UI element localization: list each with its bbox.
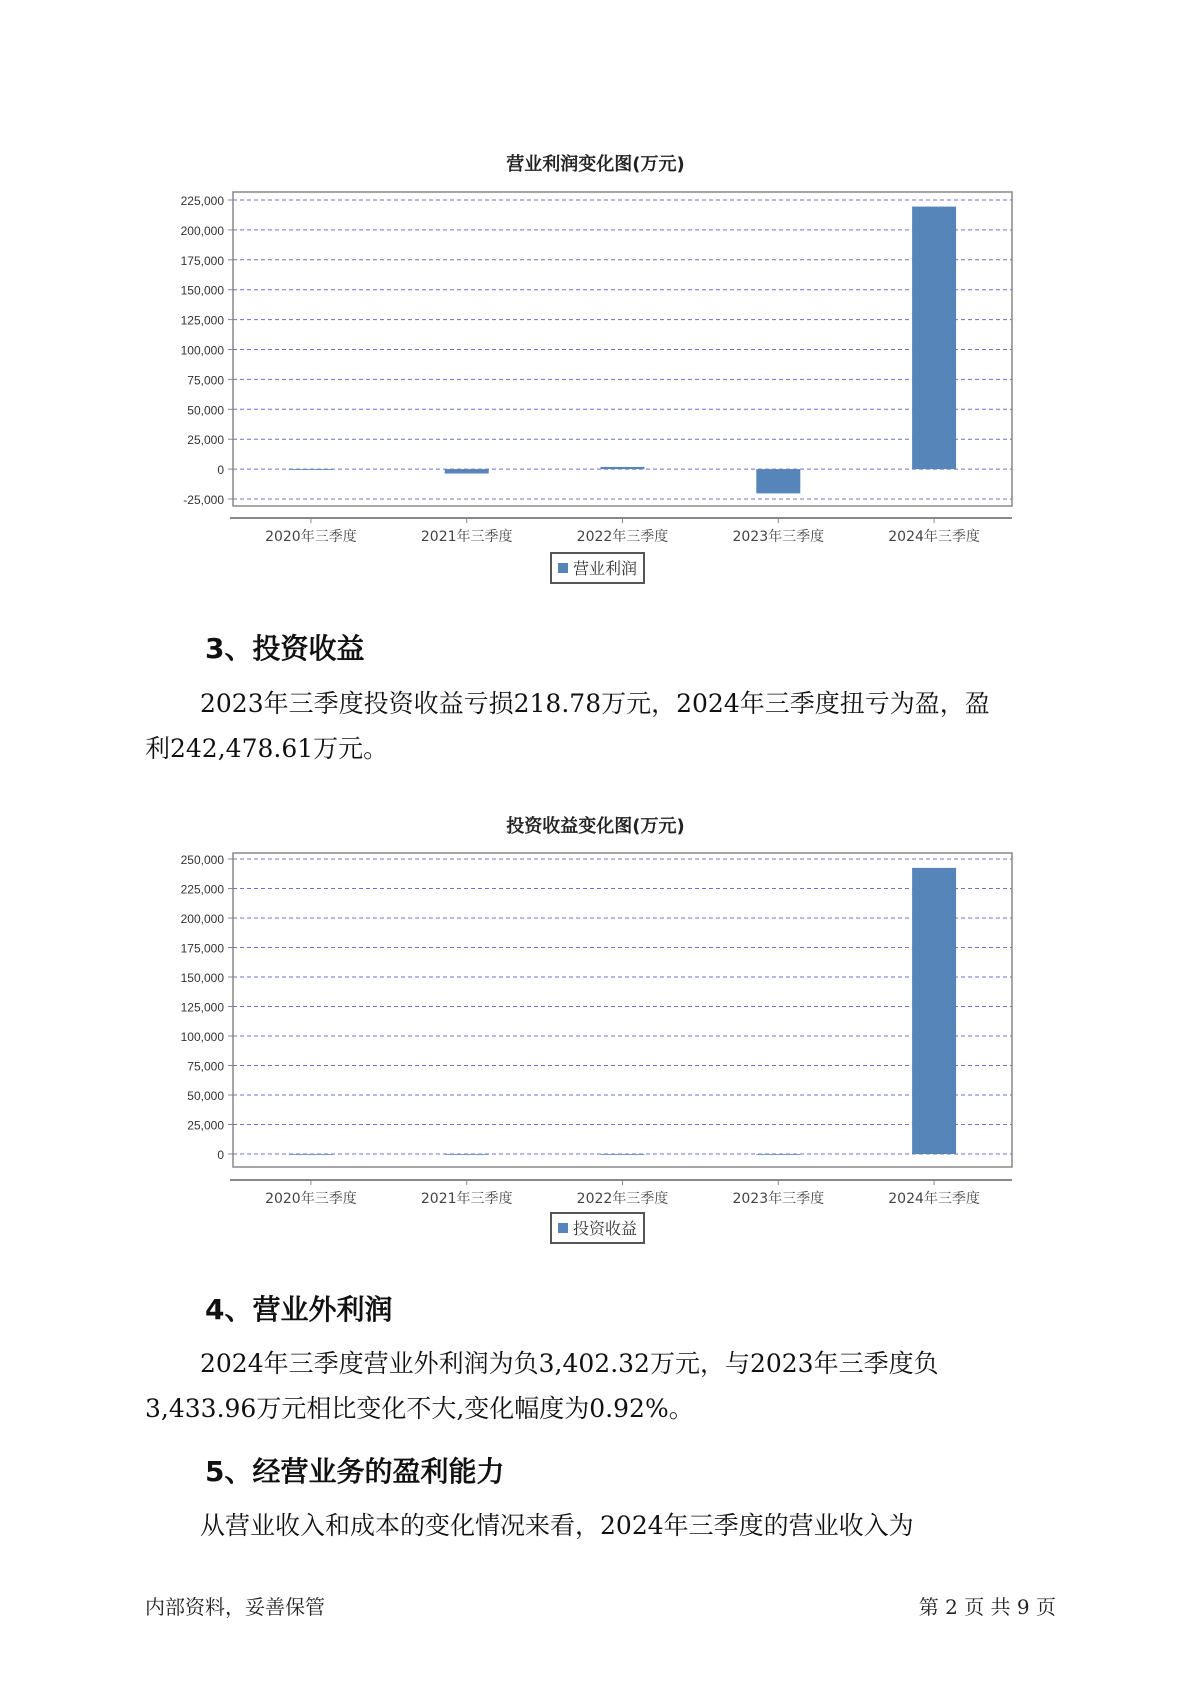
- y-tick-label: 50,000: [187, 1089, 224, 1103]
- y-tick-label: -25,000: [183, 493, 224, 507]
- bar: [445, 1154, 489, 1155]
- y-tick-label: 25,000: [187, 1118, 224, 1133]
- bar: [756, 1154, 800, 1155]
- legend-label: 投资收益: [573, 1219, 638, 1238]
- legend-label: 营业利润: [573, 559, 638, 578]
- y-tick-label: 125,000: [180, 313, 224, 328]
- x-tick-label: 2024年三季度: [888, 1191, 980, 1207]
- footer-confidential-note: 内部资料，妥善保管: [145, 1595, 325, 1619]
- x-tick-label: 2023年三季度: [732, 1191, 825, 1207]
- section-paragraph: [145, 1341, 1050, 1431]
- y-tick-label: 0: [217, 1148, 224, 1162]
- y-tick-label: 150,000: [180, 283, 224, 298]
- y-tick-label: 150,000: [180, 971, 224, 985]
- y-tick-label: 100,000: [180, 343, 224, 358]
- paragraph-line: 从营业收入和成本的变化情况来看，2024年三季度的营业收入为: [200, 1511, 914, 1540]
- chart-title: 投资收益变化图(万元): [506, 816, 685, 837]
- bar: [289, 1154, 333, 1155]
- y-tick-label: 100,000: [180, 1030, 224, 1044]
- x-tick-label: 2020年三季度: [265, 1191, 357, 1207]
- x-tick-label: 2021年三季度: [420, 529, 513, 545]
- paragraph-line: 利242,478.61万元。: [145, 734, 389, 763]
- legend-swatch: [558, 1223, 568, 1233]
- x-tick-label: 2020年三季度: [265, 529, 357, 545]
- chart-title: 营业利润变化图(万元): [506, 154, 685, 175]
- footer-page-number: 第 2 页 共 9 页: [918, 1595, 1056, 1619]
- y-tick-label: 75,000: [187, 373, 224, 388]
- x-tick-label: 2023年三季度: [732, 529, 825, 545]
- paragraph-line: 2024年三季度营业外利润为负3,402.32万元，与2023年三季度负: [200, 1349, 939, 1378]
- bar: [912, 868, 956, 1154]
- y-tick-label: 225,000: [180, 194, 224, 208]
- x-tick-label: 2021年三季度: [420, 1191, 513, 1207]
- y-tick-label: 75,000: [187, 1059, 224, 1074]
- y-tick-label: 200,000: [180, 223, 224, 238]
- section-paragraph: [145, 1503, 1050, 1548]
- y-tick-label: 225,000: [180, 882, 224, 897]
- paragraph-line: 2023年三季度投资收益亏损218.78万元，2024年三季度扭亏为盈，盈: [200, 689, 990, 718]
- y-tick-label: 175,000: [180, 253, 224, 268]
- plot-frame: [233, 853, 1012, 1167]
- paragraph-line: 3,433.96万元相比变化不大,变化幅度为0.92%。: [145, 1394, 694, 1423]
- chart-legend: [550, 1212, 645, 1244]
- y-tick-label: 50,000: [187, 403, 224, 418]
- x-tick-label: 2022年三季度: [576, 1191, 669, 1207]
- y-tick-label: 25,000: [187, 433, 224, 448]
- y-tick-label: 125,000: [180, 1000, 224, 1015]
- section-heading: 3、投资收益: [205, 632, 365, 665]
- section-heading: 4、营业外利润: [205, 1293, 393, 1326]
- y-tick-label: 0: [217, 463, 224, 478]
- x-tick-label: 2024年三季度: [888, 529, 980, 545]
- x-tick-label: 2022年三季度: [576, 529, 669, 545]
- y-tick-label: 250,000: [180, 853, 224, 867]
- bar: [601, 1154, 645, 1155]
- y-tick-label: 175,000: [180, 941, 224, 956]
- section-heading: 5、经营业务的盈利能力: [205, 1455, 505, 1488]
- y-tick-label: 200,000: [180, 912, 224, 926]
